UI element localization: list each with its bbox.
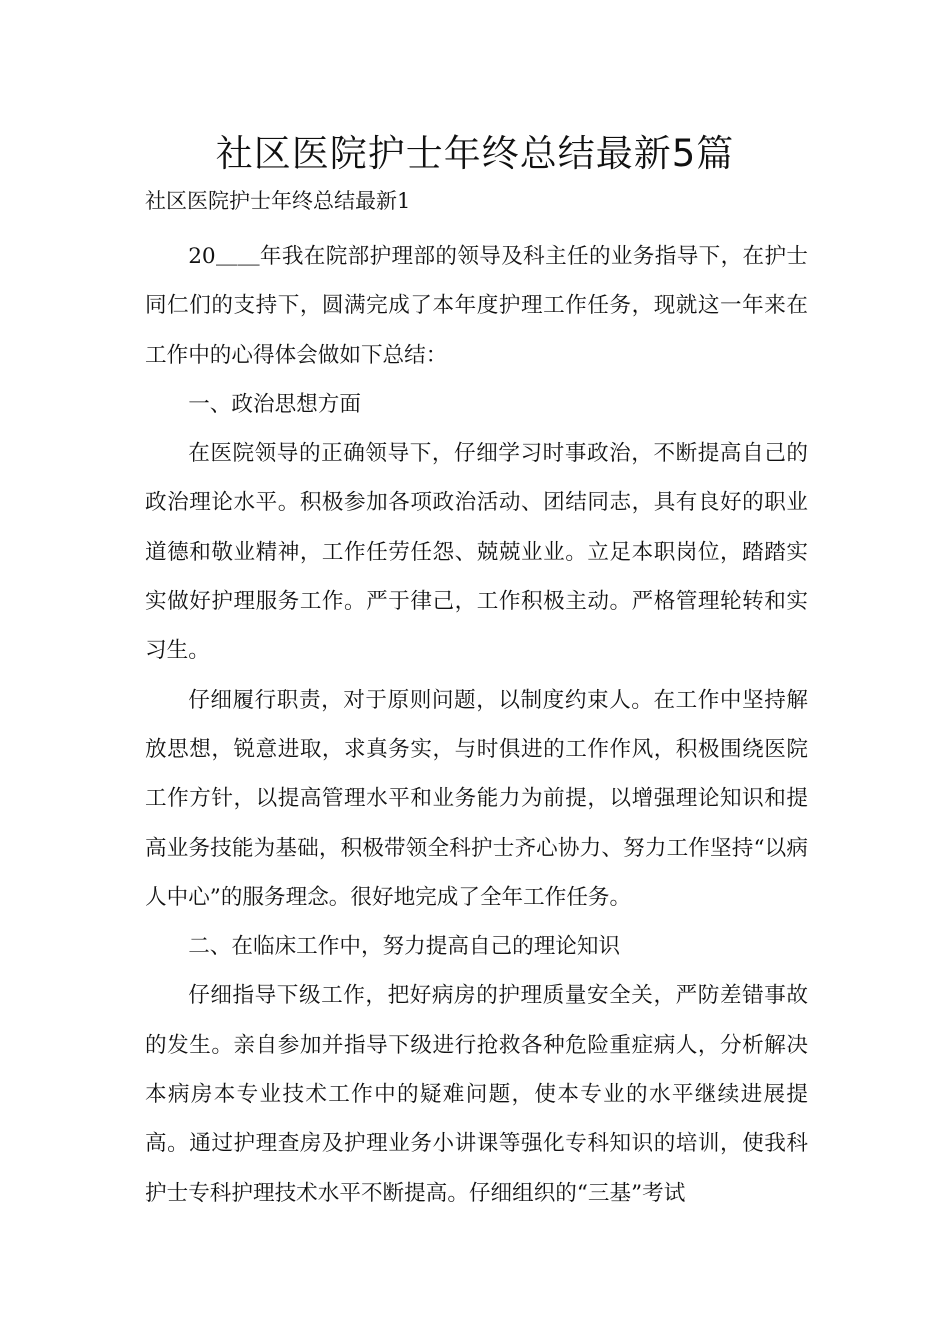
paragraph-duties: 仔细履行职责，对于原则问题，以制度约束人。在工作中坚持解放思想，锐意进取，求真务实，与时俱进的工作作风，积极围绕医院工作方针，以提高管理水平和业务能力为前提，以增强理论知识和提高业务技能为基础，积极带领全科护士齐心协力、努力工作坚持“以病人中心”的服务理念。很好地完成了全年工作任务。 <box>145 687 808 910</box>
document-title: 社区医院护士年终总结最新5篇 <box>215 132 735 175</box>
heading-clinical: 二、在临床工作中，努力提高自己的理论知识 <box>188 934 621 960</box>
section-subheading: 社区医院护士年终总结最新1 <box>145 189 411 213</box>
document-body <box>145 232 808 1218</box>
heading-political: 一、政治思想方面 <box>188 391 361 417</box>
paragraph-political: 在医院领导的正确领导下，仔细学习时事政治，不断提高自己的政治理论水平。积极参加各项政治活动、团结同志，具有良好的职业道德和敬业精神，工作任劳任怨、兢兢业业。立足本职岗位，踏踏实实做好护理服务工作。严于律己，工作积极主动。严格管理轮转和实习生。 <box>145 441 808 664</box>
paragraph-clinical: 仔细指导下级工作，把好病房的护理质量安全关，严防差错事故的发生。亲自参加并指导下级进行抢救各种危险重症病人，分析解决本病房本专业技术工作中的疑难问题，使本专业的水平继续进展提高。通过护理查房及护理业务小讲课等强化专科知识的培训，使我科护士专科护理技术水平不断提高。仔细组织的“三基”考试 <box>145 983 808 1206</box>
paragraph-intro: 20＿＿年我在院部护理部的领导及科主任的业务指导下，在护士同仁们的支持下，圆满完成了本年度护理工作任务，现就这一年来在工作中的心得体会做如下总结： <box>145 244 808 368</box>
